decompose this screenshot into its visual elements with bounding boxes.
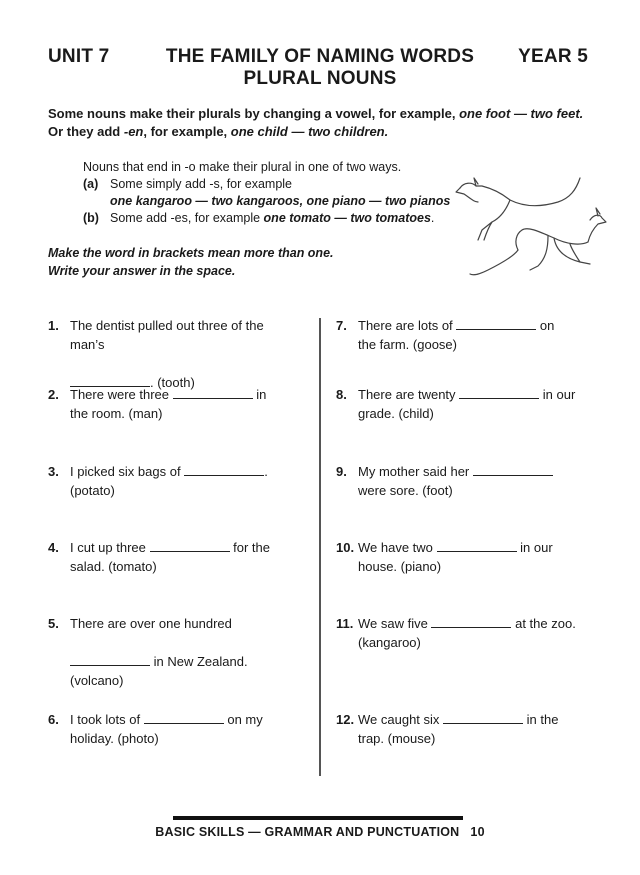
question-1	[48, 316, 288, 392]
question-9	[336, 462, 576, 500]
question-text: in our grade. (child)	[358, 387, 576, 421]
answer-blank[interactable]	[150, 539, 230, 552]
rules-box	[83, 159, 483, 227]
intro-text: Some nouns make their plurals by changing a vowel, for example,	[48, 106, 460, 121]
instruction-line: Make the word in brackets mean more than one.	[48, 246, 334, 260]
year-label: YEAR 5	[518, 46, 588, 67]
question-text: I cut up three	[70, 540, 146, 555]
rule-text: Some add -es, for example	[110, 211, 264, 225]
question-text: in the room. (man)	[70, 387, 267, 421]
question-number: 6.	[48, 712, 59, 727]
intro-paragraph	[48, 105, 608, 141]
question-number: 1.	[48, 318, 59, 333]
rule-b: (b) Some add -es, for example one tomato — two tomatoes.	[83, 211, 435, 225]
question-text: on the farm. (goose)	[358, 318, 555, 352]
rules-lead: Nouns that end in -o make their plural in one of two ways.	[83, 160, 402, 174]
intro-text: , for example,	[143, 124, 231, 139]
question-text: The dentist pulled out three of the man’s	[70, 318, 264, 352]
answer-blank[interactable]	[431, 615, 511, 628]
question-number: 3.	[48, 464, 59, 479]
question-text: in the trap. (mouse)	[358, 712, 559, 746]
question-text: on my holiday. (photo)	[70, 712, 263, 746]
question-text: were sore. (foot)	[358, 483, 453, 498]
question-text: We have two	[358, 540, 433, 555]
question-text: There were three	[70, 387, 169, 402]
question-number: 4.	[48, 540, 59, 555]
question-number: 8.	[336, 387, 347, 402]
answer-blank[interactable]	[437, 539, 517, 552]
question-text: My mother said her	[358, 464, 470, 479]
question-text: for the salad. (tomato)	[70, 540, 270, 574]
column-divider	[319, 318, 321, 776]
question-3	[48, 462, 288, 500]
question-text: in our house. (piano)	[358, 540, 553, 574]
question-text: I took lots of	[70, 712, 141, 727]
rule-a-example: one kangaroo — two kangaroos, one piano — two pianos	[110, 194, 451, 208]
instructions	[48, 244, 468, 280]
question-5	[48, 614, 288, 690]
question-10	[336, 538, 576, 576]
question-text: in New Zealand. (volcano)	[70, 654, 248, 688]
question-7	[336, 316, 576, 354]
answer-blank[interactable]	[184, 463, 264, 476]
question-number: 11.	[336, 616, 354, 631]
rule-b-example: one tomato — two tomatoes	[263, 211, 431, 225]
question-number: 2.	[48, 387, 59, 402]
intro-example: one foot — two feet.	[459, 106, 584, 121]
question-text: We saw five	[358, 616, 428, 631]
answer-blank[interactable]	[173, 386, 253, 399]
question-text: . (potato)	[70, 464, 268, 498]
question-text: at the zoo. (kangaroo)	[358, 616, 576, 650]
question-number: 7.	[336, 318, 347, 333]
question-number: 5.	[48, 616, 59, 631]
question-text: There are twenty	[358, 387, 456, 402]
question-number: 10.	[336, 540, 355, 555]
question-12	[336, 710, 576, 748]
rule-tag: (a)	[83, 177, 99, 191]
question-number: 12.	[336, 712, 355, 727]
rule-tag: (b)	[83, 211, 99, 225]
question-text: I picked six bags of	[70, 464, 181, 479]
intro-example: one child — two children.	[230, 124, 389, 139]
answer-blank[interactable]	[473, 463, 553, 476]
question-2	[48, 385, 288, 423]
answer-blank[interactable]	[70, 653, 150, 666]
intro-text: Or they add	[48, 124, 124, 139]
question-6	[48, 710, 288, 748]
answer-blank[interactable]	[443, 711, 523, 724]
question-text: We caught six	[358, 712, 440, 727]
answer-blank[interactable]	[144, 711, 224, 724]
question-text: . (tooth)	[150, 375, 195, 390]
question-4	[48, 538, 288, 576]
rule-a	[83, 176, 483, 193]
page-subtitle: PLURAL NOUNS	[243, 68, 397, 89]
answer-blank[interactable]	[459, 386, 539, 399]
unit-label: UNIT 7	[48, 46, 110, 67]
rule-text: Some simply add -s, for example	[110, 177, 293, 191]
question-text: There are lots of	[358, 318, 453, 333]
answer-blank[interactable]	[456, 317, 536, 330]
question-11	[336, 614, 576, 652]
question-number: 9.	[336, 464, 347, 479]
footer-rule	[173, 816, 463, 820]
intro-suffix: -en	[123, 124, 144, 139]
page-title: THE FAMILY OF NAMING WORDS	[165, 46, 475, 67]
page-footer: BASIC SKILLS — GRAMMAR AND PUNCTUATION 10	[155, 825, 485, 839]
instruction-line: Write your answer in the space.	[48, 264, 236, 278]
question-text: There are over one hundred	[70, 616, 232, 631]
question-8	[336, 385, 576, 423]
